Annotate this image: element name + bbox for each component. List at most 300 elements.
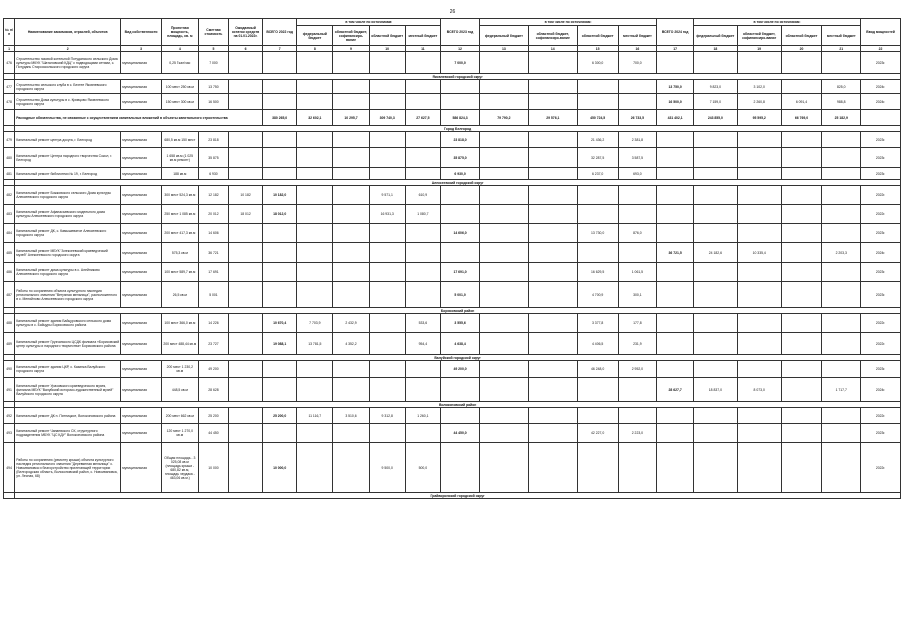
value-cell (479, 80, 528, 94)
value-cell (737, 314, 781, 333)
value-cell (693, 168, 737, 180)
value-cell (262, 52, 297, 74)
object-name: Капитальный ремонт центра досуга, г. Белгород (15, 132, 121, 148)
object-name: Капитальный ремонт Центра народного творчества Сокол, г. Белгород (15, 148, 121, 168)
value-cell (479, 263, 528, 282)
value-cell: 4 352,2 (333, 333, 370, 355)
commission-year: 2023г. (861, 282, 901, 308)
hdr-no: № п/п (4, 19, 15, 46)
value-cell (369, 80, 405, 94)
value-cell (822, 148, 861, 168)
section-title: Борисовский район (15, 308, 901, 314)
value-cell (297, 148, 333, 168)
row-number: 478 (4, 94, 15, 110)
value-cell (333, 52, 370, 74)
table-row (4, 94, 901, 110)
value-cell: 825,0 (822, 80, 861, 94)
column-index-cell: 18 (693, 46, 737, 52)
value-cell (781, 186, 822, 205)
value-cell (618, 243, 657, 263)
value-cell: 10 000,0 (262, 443, 297, 493)
object-name: Капитальный ремонт здания Байцуровского сельского дома культуры в с. Байцуры Борисовского района (15, 314, 121, 333)
subtotal-value: 380 265,0 (262, 110, 297, 126)
column-index-cell: 14 (528, 46, 577, 52)
subtotal-value: 431 402,1 (657, 110, 694, 126)
value-cell: 6 091,4 (781, 94, 822, 110)
value-cell: 7 000,0 (441, 52, 480, 74)
value-cell: 13 750,0 (657, 80, 694, 94)
value-cell: 10 670,4 (262, 314, 297, 333)
column-index-cell: 6 (229, 46, 263, 52)
value-cell (528, 80, 577, 94)
table-row (4, 282, 901, 308)
section-title: Алексеевский городской округ (15, 180, 901, 186)
value-cell (693, 132, 737, 148)
value-cell (737, 186, 781, 205)
value-cell (657, 424, 694, 443)
value-cell (528, 243, 577, 263)
ownership: муниципальная (121, 168, 162, 180)
value-cell (229, 408, 263, 424)
value-cell: 6 237,0 (577, 168, 618, 180)
value-cell (528, 186, 577, 205)
estimate: 7 000 (198, 52, 229, 74)
capacity: 680,5 кв.м 150 мест (161, 132, 198, 148)
value-cell (479, 443, 528, 493)
value-cell: 42 227,0 (577, 424, 618, 443)
value-cell (737, 52, 781, 74)
value-cell (262, 80, 297, 94)
value-cell (229, 94, 263, 110)
row-number: 493 (4, 424, 15, 443)
value-cell (297, 205, 333, 224)
value-cell (297, 263, 333, 282)
value-cell (333, 186, 370, 205)
value-cell (297, 243, 333, 263)
subtotal-value: 10 295,7 (333, 110, 370, 126)
value-cell (528, 424, 577, 443)
value-cell (333, 282, 370, 308)
section-row (4, 493, 901, 499)
value-cell (822, 361, 861, 378)
value-cell (577, 243, 618, 263)
value-cell (479, 424, 528, 443)
column-index-cell: 12 (441, 46, 480, 52)
value-cell (822, 52, 861, 74)
value-cell: 9 500,0 (369, 443, 405, 493)
value-cell (781, 333, 822, 355)
estimate: 14 226 (198, 314, 229, 333)
value-cell: 19 088,1 (262, 333, 297, 355)
subtotal-value: 95 595,2 (737, 110, 781, 126)
estimate: 36 721 (198, 243, 229, 263)
estimate: 10 000 (198, 443, 229, 493)
value-cell (297, 94, 333, 110)
subtotal-value: 450 724,5 (577, 110, 618, 126)
value-cell (528, 224, 577, 243)
value-cell (737, 282, 781, 308)
value-cell (333, 80, 370, 94)
row-number: 494 (4, 443, 15, 493)
value-cell (229, 80, 263, 94)
value-cell: 876,0 (618, 224, 657, 243)
value-cell: 49 200,0 (441, 361, 480, 378)
value-cell (737, 443, 781, 493)
value-cell (479, 333, 528, 355)
column-index-cell: 19 (737, 46, 781, 52)
commission-year: 2023г. (861, 168, 901, 180)
subtotal-value: 66 769,0 (781, 110, 822, 126)
ownership: муниципальная (121, 361, 162, 378)
value-cell (737, 224, 781, 243)
value-cell (441, 80, 480, 94)
value-cell: 13 781,5 (297, 333, 333, 355)
column-index-cell: 7 (262, 46, 297, 52)
value-cell: 25 200,0 (262, 408, 297, 424)
value-cell (229, 243, 263, 263)
value-cell: 3 510,6 (333, 408, 370, 424)
value-cell (822, 132, 861, 148)
capacity: 200 мест 662 кв.м (161, 408, 198, 424)
hdr-sources-2022: в том числе по источникам: (297, 19, 441, 26)
value-cell (657, 282, 694, 308)
value-cell (618, 94, 657, 110)
estimate: 20 012 (198, 205, 229, 224)
value-cell (693, 333, 737, 355)
value-cell (405, 132, 441, 148)
column-index-cell: 10 (369, 46, 405, 52)
value-cell: 9 571,1 (369, 186, 405, 205)
commission-year: 2023г. (861, 263, 901, 282)
value-cell: 6 300,0 (577, 52, 618, 74)
value-cell (657, 361, 694, 378)
value-cell (781, 282, 822, 308)
value-cell: 10 335,4 (737, 243, 781, 263)
value-cell (479, 314, 528, 333)
value-cell (262, 224, 297, 243)
estimate: 5 001 (198, 282, 229, 308)
value-cell (405, 378, 441, 402)
table-row (4, 243, 901, 263)
value-cell (528, 361, 577, 378)
estimate: 28 628 (198, 378, 229, 402)
subtotal-value: 29 576,1 (528, 110, 577, 126)
value-cell (262, 132, 297, 148)
estimate: 23 727 (198, 333, 229, 355)
value-cell (405, 52, 441, 74)
table-row (4, 186, 901, 205)
value-cell (781, 205, 822, 224)
hdr-regional: областной бюджет (781, 26, 822, 46)
value-cell (657, 408, 694, 424)
value-cell (822, 186, 861, 205)
value-cell (693, 263, 737, 282)
subtotal-value: 586 824,3 (441, 110, 480, 126)
row-number: 490 (4, 361, 15, 378)
hdr-total-2022: ВСЕГО 2022 год (262, 19, 297, 46)
table-row (4, 52, 901, 74)
value-cell (369, 314, 405, 333)
object-name: Капитальный ремонт Афанасьевского модельного дома культуры Алексеевского городского округа (15, 205, 121, 224)
value-cell (577, 205, 618, 224)
ownership: муниципальная (121, 148, 162, 168)
column-index-cell: 21 (822, 46, 861, 52)
column-index-cell: 22 (861, 46, 901, 52)
value-cell: 954,4 (405, 333, 441, 355)
estimate: 23 818 (198, 132, 229, 148)
commission-year: 2024г. (861, 243, 901, 263)
value-cell (369, 333, 405, 355)
value-cell (577, 443, 618, 493)
row-number: 481 (4, 168, 15, 180)
value-cell (693, 408, 737, 424)
column-index-cell: 16 (618, 46, 657, 52)
value-cell: 1 061,5 (618, 263, 657, 282)
value-cell: 36 721,5 (657, 243, 694, 263)
section-title: Грайворонский городской округ (15, 493, 901, 499)
value-cell (528, 148, 577, 168)
object-name: Капитальный ремонт библиотеки № 19, г. Белгород (15, 168, 121, 180)
hdr-year: Ввод мощностей (861, 19, 901, 46)
estimate: 35 875 (198, 148, 229, 168)
value-cell (479, 224, 528, 243)
value-cell: 2 432,9 (333, 314, 370, 333)
value-cell (229, 132, 263, 148)
value-cell (822, 333, 861, 355)
value-cell (297, 282, 333, 308)
value-cell: 500,0 (405, 443, 441, 493)
value-cell (528, 333, 577, 355)
value-cell (369, 263, 405, 282)
value-cell (297, 52, 333, 74)
value-cell (528, 314, 577, 333)
column-index-cell: 9 (333, 46, 370, 52)
value-cell (441, 186, 480, 205)
value-cell (577, 94, 618, 110)
value-cell (441, 408, 480, 424)
value-cell: 7 703,9 (297, 314, 333, 333)
object-name: Работы по сохранению (ремонту крыши) объекта культурного наследия регионального значения "Деревянная мельница" с. Новоивановка и благоустройство прилегающей территории (Белгородская область, Волоконовский район, с. Новоивановка, ул. Лесная, 68) (15, 443, 121, 493)
value-cell (657, 52, 694, 74)
commission-year: 2022г. (861, 333, 901, 355)
value-cell: 4 406,5 (577, 333, 618, 355)
value-cell (369, 378, 405, 402)
value-cell (405, 148, 441, 168)
value-cell: 9 823,0 (693, 80, 737, 94)
ownership: муниципальная (121, 333, 162, 355)
value-cell: 18 012,0 (262, 205, 297, 224)
section-title: Яковлевский городской округ (15, 74, 901, 80)
value-cell: 21 436,2 (577, 132, 618, 148)
column-index-cell: 20 (781, 46, 822, 52)
estimate: 25 200 (198, 408, 229, 424)
capacity: 575,3 кв.м (161, 243, 198, 263)
row-number: 480 (4, 148, 15, 168)
column-index-cell: 17 (657, 46, 694, 52)
value-cell: 2 952,0 (618, 361, 657, 378)
value-cell: 16 500,0 (657, 94, 694, 110)
value-cell (369, 148, 405, 168)
ownership: муниципальная (121, 132, 162, 148)
value-cell: 2 381,8 (618, 132, 657, 148)
page-number: 26 (449, 9, 456, 15)
value-cell (737, 424, 781, 443)
commission-year: 2024г. (861, 94, 901, 110)
ownership: муниципальная (121, 378, 162, 402)
table-row (4, 80, 901, 94)
value-cell (737, 168, 781, 180)
value-cell: 700,0 (618, 52, 657, 74)
value-cell (229, 424, 263, 443)
value-cell: 46 248,0 (577, 361, 618, 378)
estimate: 14 606 (198, 224, 229, 243)
value-cell (229, 52, 263, 74)
subtotal-row (4, 110, 901, 126)
value-cell (229, 378, 263, 402)
commission-year: 2023г. (861, 52, 901, 74)
row-number: 491 (4, 378, 15, 402)
hdr-regional-cof: областной бюджет, софинансиро-вание (333, 26, 370, 46)
row-number: 486 (4, 263, 15, 282)
row-number: 483 (4, 205, 15, 224)
value-cell (577, 378, 618, 402)
value-cell (262, 282, 297, 308)
table-row (4, 443, 901, 493)
value-cell (479, 361, 528, 378)
row-number: 492 (4, 408, 15, 424)
value-cell (822, 314, 861, 333)
estimate: 13 750 (198, 80, 229, 94)
column-index-cell: 15 (577, 46, 618, 52)
column-index-cell: 3 (121, 46, 162, 52)
value-cell (229, 361, 263, 378)
ownership: муниципальная (121, 205, 162, 224)
hdr-federal: федеральный бюджет (693, 26, 737, 46)
value-cell (528, 263, 577, 282)
value-cell (577, 408, 618, 424)
value-cell (693, 424, 737, 443)
capacity: 448,5 кв.м (161, 378, 198, 402)
value-cell (229, 148, 263, 168)
value-cell (441, 378, 480, 402)
table-row (4, 408, 901, 424)
value-cell (333, 168, 370, 180)
value-cell (618, 186, 657, 205)
value-cell (577, 80, 618, 94)
hdr-regional: областной бюджет (577, 26, 618, 46)
value-cell (369, 361, 405, 378)
value-cell (405, 80, 441, 94)
value-cell (441, 205, 480, 224)
value-cell: 24 182,6 (693, 243, 737, 263)
value-cell (693, 186, 737, 205)
hdr-total-2024: ВСЕГО 2024 год (657, 19, 694, 46)
row-number: 489 (4, 333, 15, 355)
commission-year: 2023г. (861, 361, 901, 378)
value-cell (333, 361, 370, 378)
value-cell: 7 159,0 (693, 94, 737, 110)
value-cell (657, 205, 694, 224)
value-cell: 4 700,9 (577, 282, 618, 308)
value-cell (528, 378, 577, 402)
value-cell (693, 443, 737, 493)
value-cell (822, 168, 861, 180)
value-cell (369, 224, 405, 243)
value-cell (737, 148, 781, 168)
value-cell: 3 102,0 (737, 80, 781, 94)
row-number: 488 (4, 314, 15, 333)
table-cell (4, 493, 15, 499)
value-cell (229, 314, 263, 333)
hdr-regional: областной бюджет (369, 26, 405, 46)
value-cell (781, 224, 822, 243)
value-cell (479, 205, 528, 224)
hdr-sources-2024: в том числе по источникам: (693, 19, 860, 26)
value-cell (405, 263, 441, 282)
commission-year: 2023г. (861, 224, 901, 243)
value-cell (479, 408, 528, 424)
value-cell (822, 282, 861, 308)
subtotal-value: 79 790,2 (479, 110, 528, 126)
commission-year: 2023г. (861, 148, 901, 168)
column-index-cell: 13 (479, 46, 528, 52)
commission-year: 2024г. (861, 378, 901, 402)
capacity: Общая площадь - 3 025,08 кв.м (площадь крыши - 680,82 кв.м, площадь чердака - 463,06 кв.м.) (161, 443, 198, 493)
row-number: 482 (4, 186, 15, 205)
value-cell (229, 224, 263, 243)
value-cell: 231,9 (618, 333, 657, 355)
subtotal-value: 27 627,5 (405, 110, 441, 126)
hdr-federal: федеральный бюджет (297, 26, 333, 46)
ownership: муниципальная (121, 186, 162, 205)
capacity: 100 мест 366,0 кв.м (161, 314, 198, 333)
value-cell: 3 377,8 (577, 314, 618, 333)
value-cell (441, 94, 480, 110)
value-cell (693, 361, 737, 378)
value-cell: 11 116,7 (297, 408, 333, 424)
value-cell: 14 606,0 (441, 224, 480, 243)
capacity: 188 кв.м (161, 168, 198, 180)
value-cell (657, 333, 694, 355)
capacity: 200 мест 417,3 кв.м (161, 224, 198, 243)
value-cell (479, 378, 528, 402)
value-cell: 988,8 (822, 94, 861, 110)
commission-year: 2023г. (861, 424, 901, 443)
value-cell (297, 378, 333, 402)
capacity: 200 мест 1 230,2 кв.м (161, 361, 198, 378)
value-cell (693, 205, 737, 224)
value-cell (577, 186, 618, 205)
section-title: Валуйский городской округ (15, 355, 901, 361)
value-cell (737, 132, 781, 148)
value-cell (369, 52, 405, 74)
value-cell (479, 168, 528, 180)
value-cell: 23 818,0 (441, 132, 480, 148)
value-cell (528, 205, 577, 224)
value-cell (262, 263, 297, 282)
commission-year: 2022г. (861, 205, 901, 224)
value-cell (369, 168, 405, 180)
value-cell (333, 148, 370, 168)
column-index-cell: 8 (297, 46, 333, 52)
subtotal-value: 25 182,9 (822, 110, 861, 126)
hdr-regional-cof: областной бюджет, софинансиро-вание (737, 26, 781, 46)
hdr-capacity: Проектная мощность, площадь, кв. м (161, 19, 198, 46)
value-cell (528, 132, 577, 148)
value-cell (781, 168, 822, 180)
column-index-cell: 4 (161, 46, 198, 52)
object-name: Строительство сельского клуба в с. Бехтее Яковлевского городского округа (15, 80, 121, 94)
